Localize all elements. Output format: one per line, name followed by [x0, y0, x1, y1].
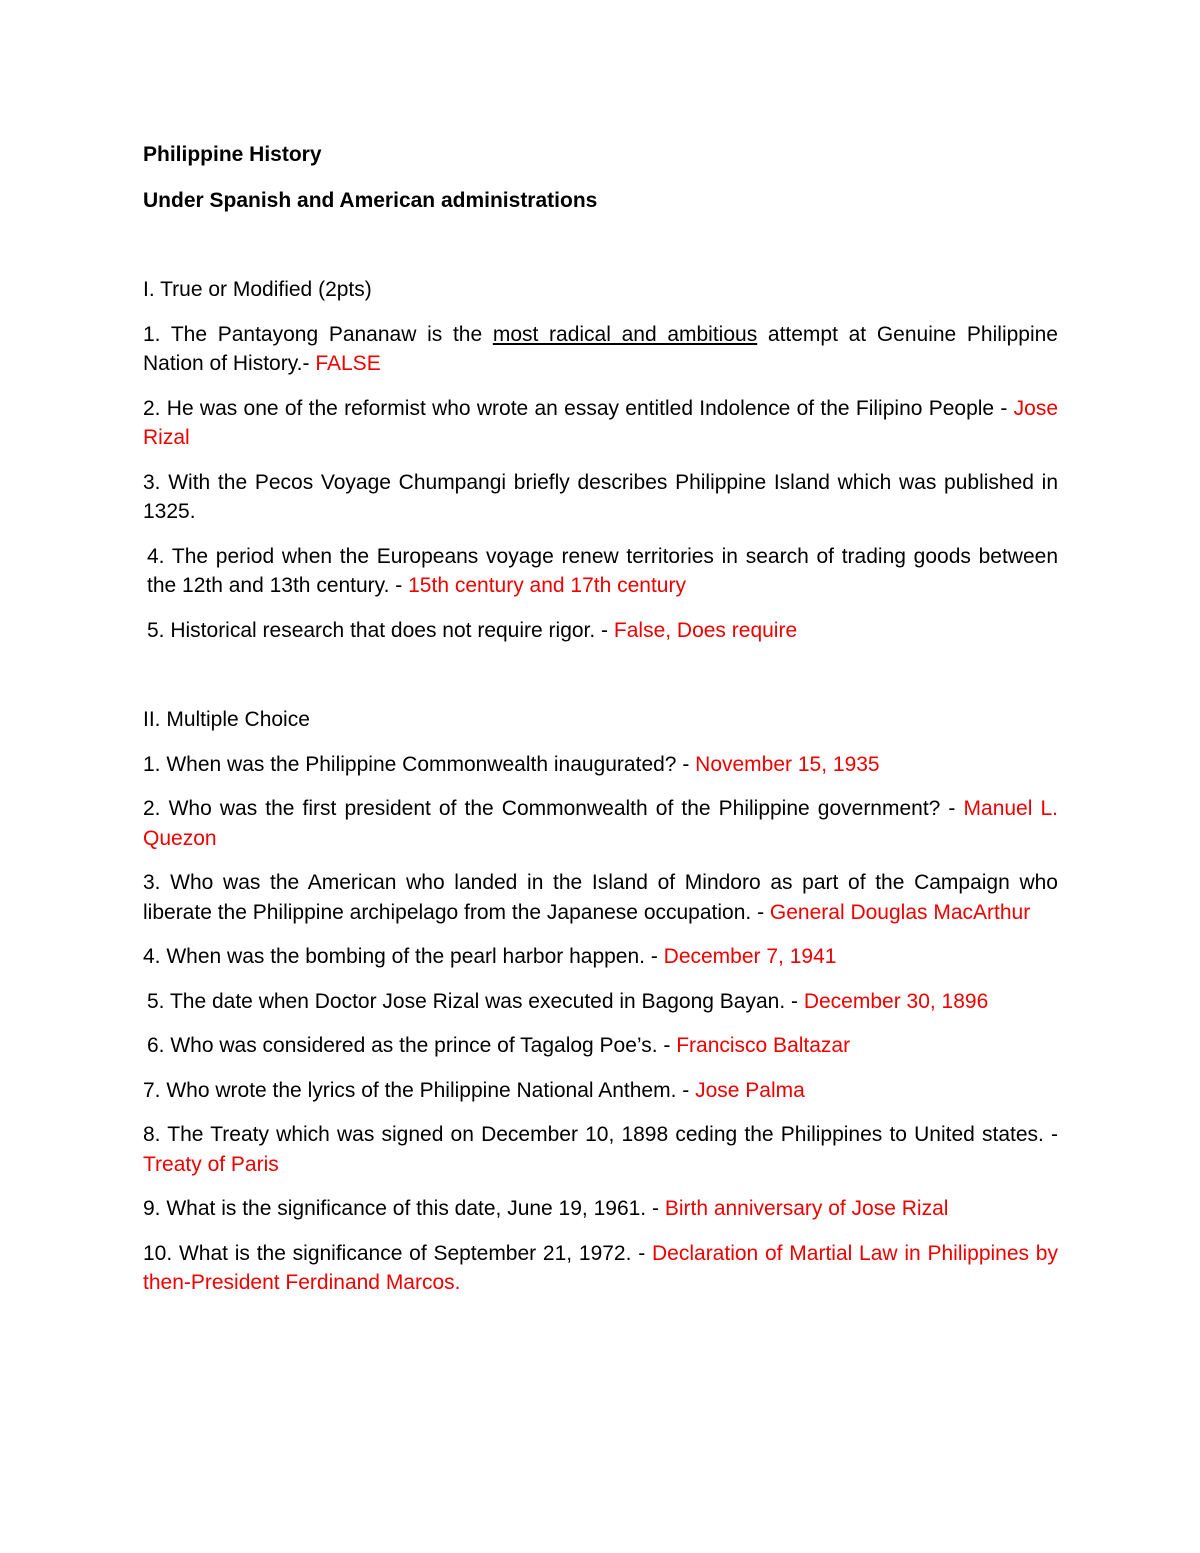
question-text: 5. The date when Doctor Jose Rizal was executed in Bagong Bayan. -: [147, 989, 804, 1013]
question-text: 7. Who wrote the lyrics of the Philippine National Anthem. -: [143, 1078, 696, 1102]
answer-text: Jose Palma: [695, 1078, 805, 1102]
answer-text: Birth anniversary of Jose Rizal: [664, 1197, 949, 1220]
answer-text: December 30, 1896: [803, 989, 989, 1013]
question-text: 4. The period when the Europeans voyage renew territories in search of trading goods between the 12th and 13th century. -: [147, 544, 1058, 597]
question-text: 1. The Pantayong Pananaw is the: [143, 322, 493, 346]
question-item: [143, 1076, 1058, 1106]
answer-text: Jose Rizal: [143, 396, 1058, 449]
question-item: [143, 542, 1058, 601]
answer-text: Francisco Baltazar: [676, 1034, 851, 1057]
document-subtitle: Under Spanish and American administrations: [143, 188, 598, 212]
question-text: 2. Who was the first president of the Commonwealth of the Philippine government? -: [143, 797, 964, 820]
answer-text: Manuel L. Quezon: [143, 797, 1058, 850]
answer-text: Declaration of Martial Law in Philippines by then-President Ferdinand Marcos.: [143, 1241, 1058, 1294]
answer-text: Treaty of Paris: [143, 1152, 279, 1176]
document-page: [143, 140, 1058, 1313]
answer-text: False, Does require: [613, 618, 798, 642]
section-heading-true-or-modified: I. True or Modified (2pts): [143, 278, 372, 301]
question-item: [143, 320, 1058, 379]
question-text: 3. With the Pecos Voyage Chumpangi briefly describes Philippine Island which was published in 1325.: [143, 470, 1058, 523]
question-item: [143, 987, 1058, 1017]
question-item: [143, 1120, 1058, 1179]
question-item: [143, 1239, 1058, 1298]
question-item: [143, 794, 1058, 853]
question-item: [143, 616, 1058, 646]
question-text: 9. What is the significance of this date, June 19, 1961. -: [143, 1197, 665, 1220]
question-item: [143, 1031, 1058, 1061]
question-text: 5. Historical research that does not require rigor. -: [147, 618, 614, 642]
question-item: [143, 468, 1058, 527]
answer-text: December 7, 1941: [663, 945, 837, 968]
question-item: [143, 942, 1058, 972]
question-item: [143, 394, 1058, 453]
document-title: Philippine History: [143, 143, 322, 166]
section-spacer: [143, 660, 1058, 705]
question-text: 1. When was the Philippine Commonwealth inaugurated? -: [143, 752, 696, 776]
answer-text: FALSE: [315, 352, 381, 375]
question-text: 8. The Treaty which was signed on December 10, 1898 ceding the Philippines to United states. -: [143, 1123, 1058, 1146]
underlined-phrase: most radical and ambitious: [492, 322, 758, 346]
section-heading-multiple-choice: II. Multiple Choice: [143, 708, 310, 731]
answer-text: 15th century and 17th century: [408, 574, 686, 597]
question-item: [143, 868, 1058, 927]
question-text: 10. What is the significance of September 21, 1972. -: [143, 1241, 652, 1265]
question-text: 4. When was the bombing of the pearl harbor happen. -: [143, 945, 664, 968]
question-item: [143, 1194, 1058, 1224]
question-text: 2. He was one of the reformist who wrote an essay entitled Indolence of the Filipino People -: [143, 396, 1014, 420]
question-text: 3. Who was the American who landed in the Island of Mindoro as part of the Campaign who liberate the Philippine archipelago from the Japanese occupation. -: [143, 871, 1058, 924]
answer-text: General Douglas MacArthur: [769, 900, 1031, 924]
question-text: 6. Who was considered as the prince of Tagalog Poe’s. -: [147, 1034, 677, 1057]
question-text: attempt at Genuine Philippine Nation of History.-: [143, 322, 1058, 375]
question-item: [143, 750, 1058, 780]
answer-text: November 15, 1935: [695, 752, 880, 776]
